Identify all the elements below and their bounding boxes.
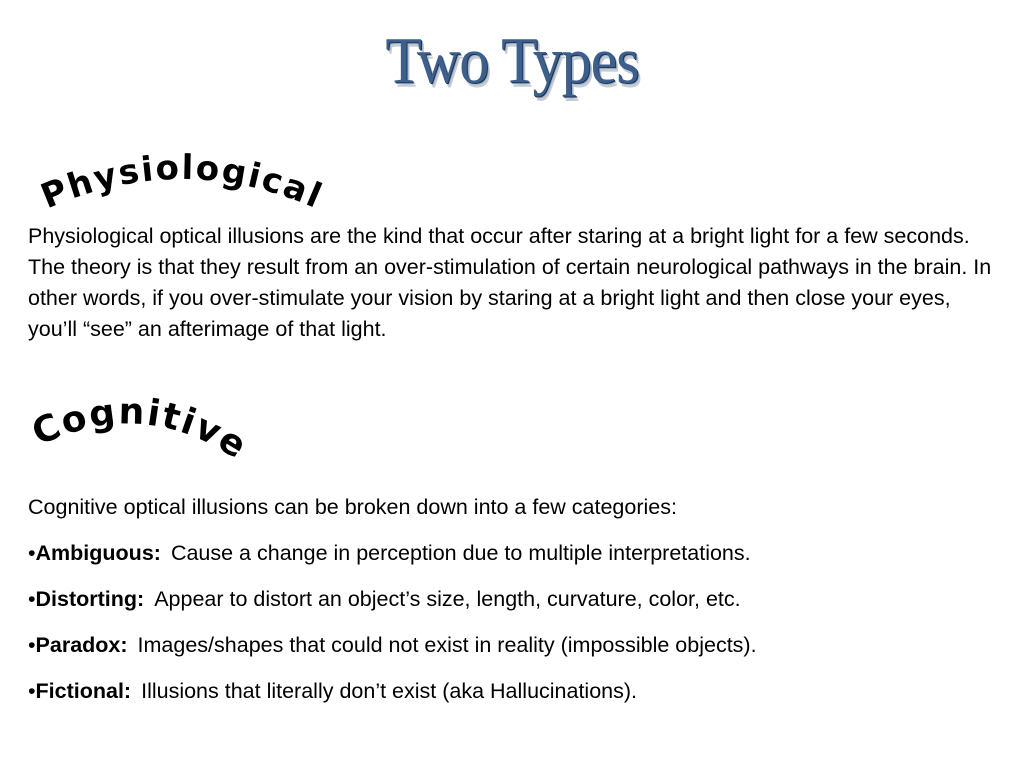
- category-description: Appear to distort an object’s size, length, curvature, color, etc.: [154, 587, 741, 611]
- physiological-heading-text: Physiological: [35, 147, 329, 218]
- bullet-icon: •: [28, 679, 36, 703]
- category-term: Fictional:: [35, 679, 132, 703]
- category-term: Ambiguous:: [35, 541, 161, 565]
- bullet-icon: •: [28, 633, 36, 657]
- category-term: Distorting:: [35, 587, 145, 611]
- slide-title: Two Types: [385, 24, 639, 97]
- cognitive-heading-text: Cognitive: [26, 391, 255, 468]
- cognitive-category-list: [28, 538, 988, 722]
- category-description: Cause a change in perception due to multiple interpretations.: [170, 541, 751, 565]
- list-item: [28, 676, 988, 722]
- svg-text:Physiological: [35, 148, 328, 217]
- category-term: Paradox:: [35, 633, 128, 657]
- list-item: [28, 538, 988, 584]
- category-description: Illusions that literally don’t exist (aka Hallucinations).: [141, 679, 638, 703]
- list-item: [28, 584, 988, 630]
- cognitive-intro: Cognitive optical illusions can be broken down into a few categories:: [28, 495, 677, 519]
- cognitive-heading: [22, 391, 262, 485]
- category-description: Images/shapes that could not exist in reality (impossible objects).: [137, 633, 757, 657]
- bullet-icon: •: [28, 541, 36, 565]
- bullet-icon: •: [28, 587, 36, 611]
- list-item: [28, 630, 988, 676]
- physiological-paragraph: Physiological optical illusions are the kind that occur after staring at a bright light for a few seconds. The theory is that they result from an over-stimulation of certain neurological pathways in the brain. In other words, if you over-stimulate your vision by staring at a bright light and then close your eyes, you’ll “see” an afterimage of that light.: [28, 224, 992, 341]
- svg-text:Cognitive: [26, 391, 255, 467]
- physiological-heading: [22, 140, 342, 230]
